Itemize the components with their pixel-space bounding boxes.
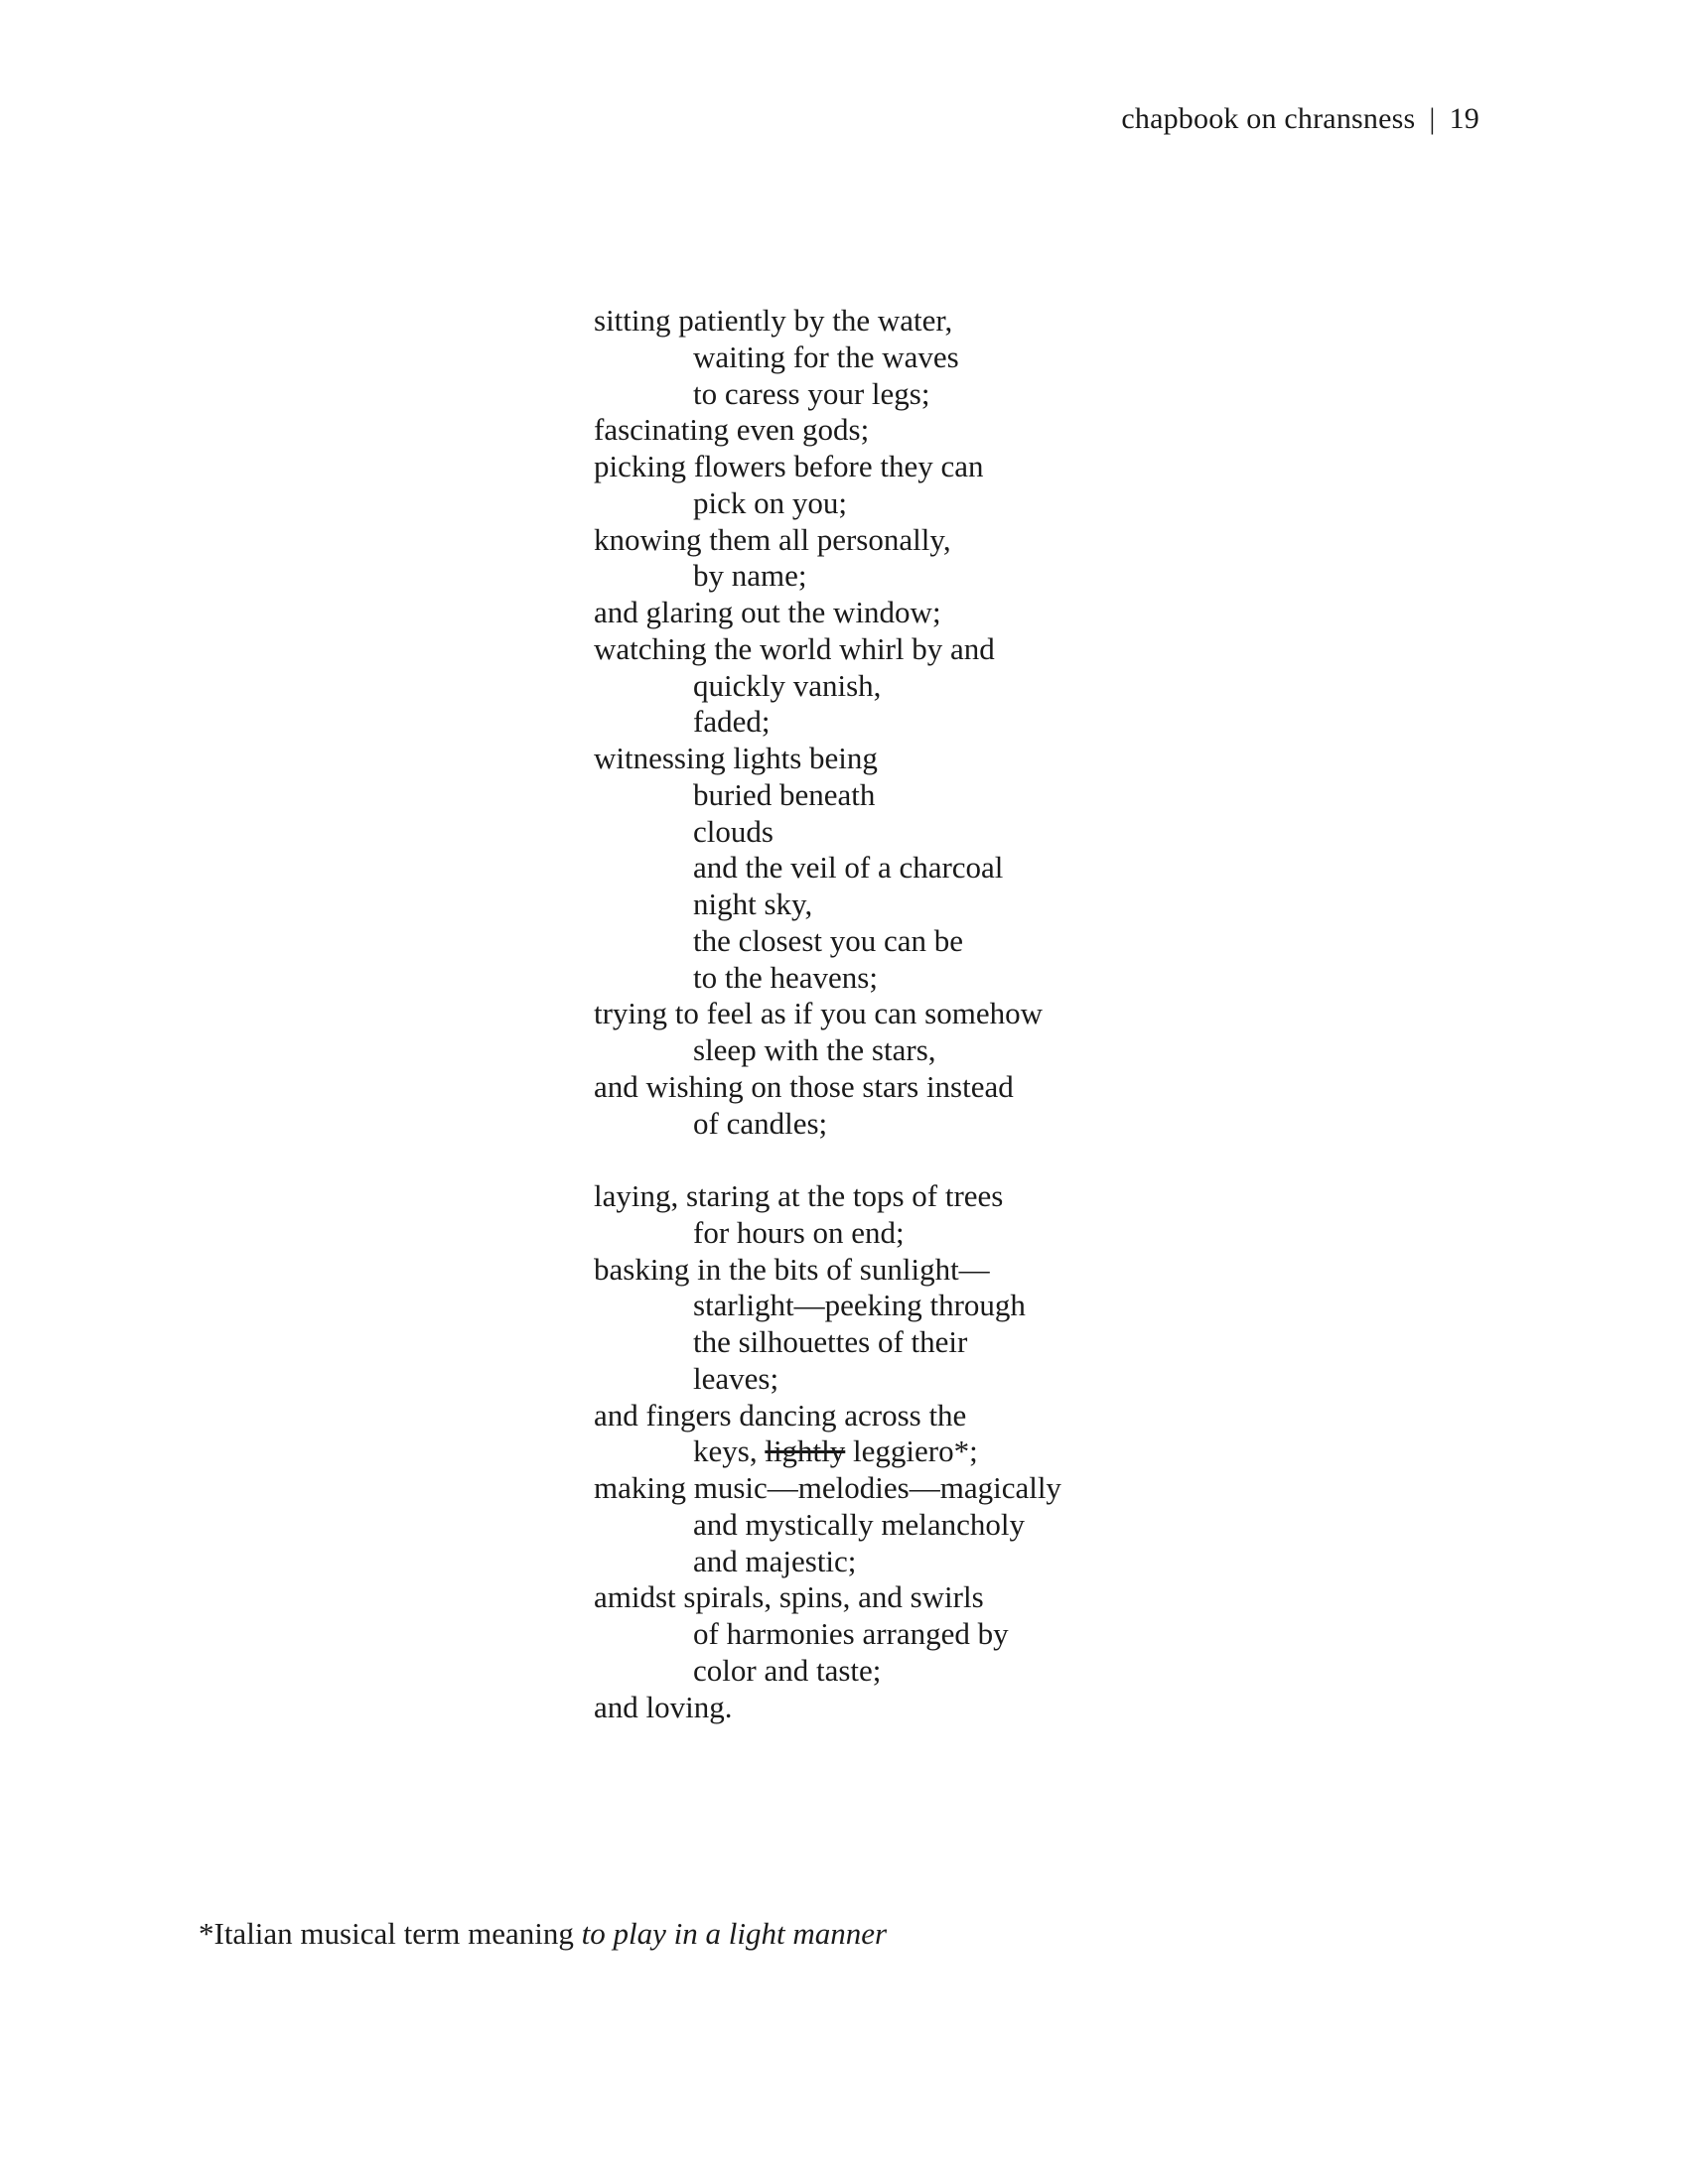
poem-line-text: by name; [693, 558, 807, 594]
poem-line-text: and majestic; [693, 1543, 857, 1578]
poem-line-text: to the heavens; [693, 959, 878, 995]
poem-line [594, 704, 1289, 741]
poem-line-text: of candles; [693, 1105, 828, 1141]
poem-line-text: pick on you; [693, 484, 847, 520]
poem-line [594, 1178, 1289, 1215]
poem-line-text: of harmonies arranged by [693, 1616, 1009, 1651]
poem-line [594, 1324, 1289, 1361]
poem-line [594, 1579, 1289, 1616]
poem-line-text: and loving. [594, 1689, 733, 1724]
page-number: 19 [1449, 102, 1479, 135]
poem-line-text: knowing them all personally, [594, 521, 951, 557]
poem-line [594, 595, 1289, 631]
poem-body [594, 303, 1289, 1725]
poem-line-text: and fingers dancing across the [594, 1397, 967, 1433]
poem-line-text: amidst spirals, spins, and swirls [594, 1579, 984, 1615]
poem-line [594, 1653, 1289, 1690]
poem-line [594, 522, 1289, 559]
poem-line [594, 887, 1289, 923]
poem-line [594, 1288, 1289, 1324]
poem-line-text: and mystically melancholy [693, 1506, 1026, 1542]
running-header [1121, 99, 1479, 139]
poem-line [594, 1616, 1289, 1653]
poem-line-text: starlight—peeking through [693, 1288, 1026, 1323]
stanza-break [594, 1142, 1289, 1178]
poem-line-text: keys, [693, 1433, 766, 1469]
poem-line-text: the silhouettes of their [693, 1324, 968, 1359]
poem-line [594, 777, 1289, 814]
poem-line-text: to caress your legs; [693, 375, 930, 411]
poem-line [594, 850, 1289, 887]
poem-line [594, 1398, 1289, 1434]
poem-line-text: for hours on end; [693, 1214, 905, 1250]
poem-line [594, 814, 1289, 851]
poem-line [594, 1252, 1289, 1289]
poem-line [594, 960, 1289, 997]
poem-line [594, 1069, 1289, 1106]
poem-line [594, 1433, 1289, 1470]
poem-line-text: watching the world whirl by and [594, 630, 995, 666]
poem-line-text-after: leggiero*; [845, 1433, 978, 1469]
poem-line [594, 340, 1289, 376]
poem-line [594, 631, 1289, 668]
poem-line [594, 668, 1289, 705]
poem-line [594, 1470, 1289, 1507]
footnote-italic-text: to play in a light manner [581, 1916, 888, 1951]
poem-line-text: night sky, [693, 887, 813, 921]
poem-line-text: sleep with the stars, [693, 1032, 936, 1067]
poem-line-text: color and taste; [693, 1652, 882, 1688]
poem-line [594, 1544, 1289, 1580]
footnote [199, 1914, 887, 1954]
poem-line-text: basking in the bits of sunlight— [594, 1251, 990, 1287]
poem-line-text: and glaring out the window; [594, 595, 941, 629]
header-separator: | [1429, 102, 1436, 135]
poem-line-text: and the veil of a charcoal [693, 850, 1004, 886]
poem-line-text: the closest you can be [693, 922, 964, 958]
poem-line [594, 412, 1289, 449]
poem-line-text: making music—melodies—magically [594, 1470, 1061, 1505]
book-title: chapbook on chransness [1121, 102, 1416, 135]
poem-line [594, 449, 1289, 485]
poem-line-text: quickly vanish, [693, 667, 882, 703]
poem-line-text: faded; [693, 704, 771, 740]
poem-line-text: clouds [693, 813, 774, 849]
poem-line-text: laying, staring at the tops of trees [594, 1178, 1004, 1213]
poem-line-text: picking flowers before they can [594, 449, 984, 483]
poem-line [594, 485, 1289, 522]
poem-line-text: and wishing on those stars instead [594, 1068, 1014, 1104]
poem-line [594, 303, 1289, 340]
poem-line-text: fascinating even gods; [594, 412, 870, 448]
poem-line [594, 1106, 1289, 1143]
poem-line [594, 558, 1289, 595]
poem-line-text: buried beneath [693, 776, 876, 812]
poem-line [594, 1361, 1289, 1398]
poem-line [594, 741, 1289, 777]
poem-line [594, 1507, 1289, 1544]
poem-line [594, 376, 1289, 413]
poem-line-text: waiting for the waves [693, 339, 959, 374]
footnote-text: *Italian musical term meaning [199, 1916, 582, 1951]
poem-line [594, 1690, 1289, 1726]
poem-line-text: witnessing lights being [594, 741, 878, 775]
poem-line [594, 923, 1289, 960]
poem-line-text: trying to feel as if you can somehow [594, 996, 1043, 1031]
struck-word: lightly [765, 1433, 846, 1469]
poem-line [594, 996, 1289, 1032]
poem-line [594, 1032, 1289, 1069]
poem-line-text: sitting patiently by the water, [594, 303, 953, 338]
poem-line [594, 1215, 1289, 1252]
poem-line-text: leaves; [693, 1360, 779, 1396]
